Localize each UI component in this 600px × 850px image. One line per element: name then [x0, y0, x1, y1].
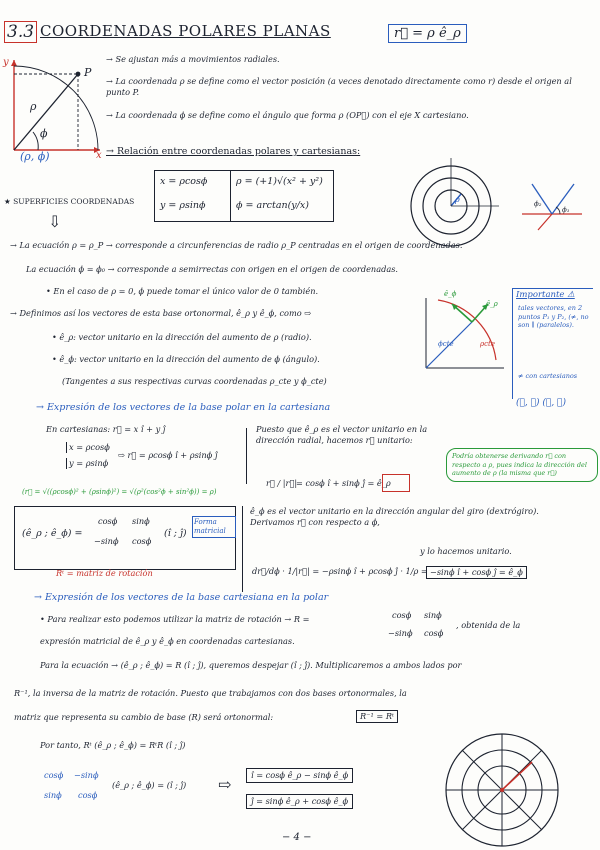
- j-result: ĵ = sinϕ ê_ρ + cosϕ ê_ϕ: [246, 794, 353, 809]
- relation-title: → Relación entre coordenadas polares y cartesianas:: [106, 146, 361, 157]
- important-vectors: (⃗, ⃗) (⃗, ⃗): [516, 398, 566, 408]
- section-number: 3.3: [4, 21, 37, 43]
- matrix-r12: sinϕ: [132, 516, 150, 526]
- svg-text:ρ: ρ: [455, 195, 460, 204]
- surfaces-title: ★ SUPERFICIES COORDENADAS: [4, 197, 135, 206]
- expr2-m22: cosϕ: [424, 628, 444, 638]
- surfaces-line-1: → La ecuación ρ = ρ_P → corresponde a circunferencias de radio ρ_P centradas en el origen de coordenadas.: [10, 240, 463, 250]
- matrix-rhs: (î ; ĵ): [164, 528, 187, 539]
- relation-rho: ρ = (+1)√(x² + y²): [236, 176, 323, 187]
- basis-erho: • ê_ρ: vector unitario en la dirección del aumento de ρ (radio).: [52, 332, 312, 342]
- basis-ephi: • ê_ϕ: vector unitario en la dirección del aumento de ϕ (ángulo).: [52, 354, 320, 364]
- header-formula: r⃗ = ρ ê_ρ: [388, 24, 467, 43]
- ephi-text-2: y lo hacemos unitario.: [420, 546, 512, 556]
- expr2-line-5: matriz que representa su cambio de base (R) será ortonormal:: [14, 712, 274, 722]
- expr1-unit-rhs: = cosϕ î + sinϕ ĵ = ê_ρ: [296, 478, 391, 488]
- matrix-lhs: (ê_ρ ; ê_ϕ) =: [22, 528, 83, 539]
- ephi-text-1: ê_ϕ es el vector unitario en la dirección angular del giro (dextrógiro). Derivamos r⃗ con respecto a ϕ,: [250, 506, 539, 527]
- expr2-line-1: • Para realizar esto podemos utilizar la matriz de rotación → R =: [40, 614, 310, 624]
- expr2-m11: cosϕ: [392, 610, 412, 620]
- basis-fig-erho: ê_ρ: [486, 300, 498, 308]
- fig1-rho-label: ρ: [30, 100, 37, 113]
- ephi-result: −sinϕ î + cosϕ ĵ = ê_ϕ: [426, 566, 527, 579]
- expr1-modulus: (r⃗ = √((ρcosϕ)² + (ρsinϕ)²) = √(ρ²(cos²ϕ + sin²ϕ)) = ρ): [22, 488, 217, 496]
- ephi-deriv: dr⃗/dϕ · 1/|r⃗| = −ρsinϕ î + ρcosϕ ĵ · 1/ρ =: [252, 566, 428, 576]
- svg-text:ϕ₂: ϕ₂: [534, 200, 542, 208]
- surfaces-line-3: • En el caso de ρ = 0, ϕ puede tomar el único valor de 0 también.: [46, 286, 319, 296]
- important-extra: ≠ con cartesianos: [518, 372, 578, 380]
- expr1-title: → Expresión de los vectores de la base polar en la cartesiana: [36, 402, 331, 413]
- expr1-result: ⇨ r⃗ = ρcosϕ î + ρsinϕ ĵ: [118, 450, 218, 460]
- relation-x: x = ρcosϕ: [160, 176, 208, 187]
- relation-y: y = ρsinϕ: [160, 200, 206, 211]
- page-number: − 4 −: [282, 832, 312, 843]
- matrix-label: Forma matricial: [192, 516, 236, 538]
- intro-line-2: → La coordenada ρ se define como el vector posición (a veces denotado directamente como r) desde el origen al punto P.: [106, 76, 572, 97]
- intro-line-1: → Se ajustan más a movimientos radiales.: [106, 54, 280, 64]
- fig1-p-label: P: [84, 66, 92, 79]
- down-arrow-icon: ⇩: [48, 212, 62, 231]
- rays-figure: [512, 174, 592, 234]
- final-m21: sinϕ: [44, 790, 62, 800]
- final-m12: −sinϕ: [74, 770, 99, 780]
- expr2-line-1b: , obtenida de la: [456, 620, 521, 630]
- final-m11: cosϕ: [44, 770, 64, 780]
- matrix-rt: Rᵗ = matriz de rotación: [56, 568, 153, 578]
- intro-line-3: → La coordenada ϕ se define como el ángulo que forma ρ (OP⃗) con el eje X cartesiano.: [106, 110, 469, 120]
- expr2-line-4: R⁻¹, la inversa de la matriz de rotación. Puesto que trabajamos con dos bases ortonormales, la: [14, 688, 407, 698]
- basis-fig-rhocte: ρcte: [480, 340, 495, 348]
- double-arrow-icon: ⇨: [218, 775, 232, 794]
- polar-point-figure: [0, 52, 110, 167]
- expr2-m21: −sinϕ: [388, 628, 413, 638]
- expr1-cart: En cartesianas: r⃗ = x î + y ĵ: [46, 424, 166, 434]
- expr2-therefore: Por tanto, Rᵗ (ê_ρ ; ê_ϕ) = RᵗR (î ; ĵ): [40, 740, 186, 750]
- expr1-explain: Puesto que ê_ρ es el vector unitario en la dirección radial, hacemos r⃗ unitario:: [256, 424, 428, 445]
- green-note: Podría obtenerse derivando r⃗ con respecto a ρ, pues indica la dirección del aumento de ρ (la misma que r⃗): [446, 448, 598, 482]
- expr2-ortho: R⁻¹ = Rᵗ: [356, 710, 398, 723]
- expr1-sub2: y = ρsinϕ: [66, 458, 108, 469]
- matrix-r11: cosϕ: [98, 516, 118, 526]
- matrix-r21: −sinϕ: [94, 536, 119, 546]
- expr2-line-3: Para la ecuación → (ê_ρ ; ê_ϕ) = R (î ; ĵ), queremos despejar (î ; ĵ). Multiplicaremos a ambos lados por: [40, 660, 462, 670]
- basis-fig-phicte: ϕcte: [438, 340, 454, 348]
- relation-phi: ϕ = arctan(y/x): [236, 200, 309, 211]
- basis-tangent: (Tangentes a sus respectivas curvas coordenadas ρ_cte y ϕ_cte): [62, 376, 327, 386]
- final-m22: cosϕ: [78, 790, 98, 800]
- erho-result-box: [382, 474, 410, 492]
- surfaces-line-2: La ecuación ϕ = ϕ₀ → corresponde a semirrectas con origen en el origen de coordenadas.: [26, 264, 398, 274]
- fig1-y-label: y: [3, 57, 9, 68]
- polar-grid-figure: [432, 730, 572, 850]
- expr1-sub1: x = ρcosϕ: [66, 442, 110, 453]
- basis-fig-ephi: ê_ϕ: [444, 290, 457, 298]
- matrix-r22: cosϕ: [132, 536, 152, 546]
- important-title: Importante ⚠: [516, 290, 575, 300]
- fig1-coords-label: (ρ, ϕ): [20, 150, 50, 163]
- basis-intro: → Definimos así los vectores de esta base ortonormal, ê_ρ y ê_ϕ, como ⇨: [10, 308, 312, 318]
- important-body: tales vectores, en 2 puntos P₁ y P₂, (≠, no son ∥ (paralelos).: [518, 304, 589, 329]
- page-title: COORDENADAS POLARES PLANAS: [40, 22, 331, 40]
- fig1-phi-label: ϕ: [40, 127, 48, 140]
- expr2-m12: sinϕ: [424, 610, 442, 620]
- i-result: î = cosϕ ê_ρ − sinϕ ê_ϕ: [246, 768, 353, 783]
- expr2-line-2: expresión matricial de ê_ρ y ê_ϕ en coordenadas cartesianas.: [40, 636, 295, 646]
- expr2-title: → Expresión de los vectores de la base cartesiana en la polar: [34, 592, 329, 603]
- svg-text:ϕ₁: ϕ₁: [562, 206, 570, 214]
- fig1-x-label: x: [96, 150, 102, 161]
- final-vec: (ê_ρ ; ê_ϕ) = (î ; ĵ): [112, 780, 187, 790]
- expr1-unit-lhs: r⃗ / |r⃗|: [266, 478, 298, 488]
